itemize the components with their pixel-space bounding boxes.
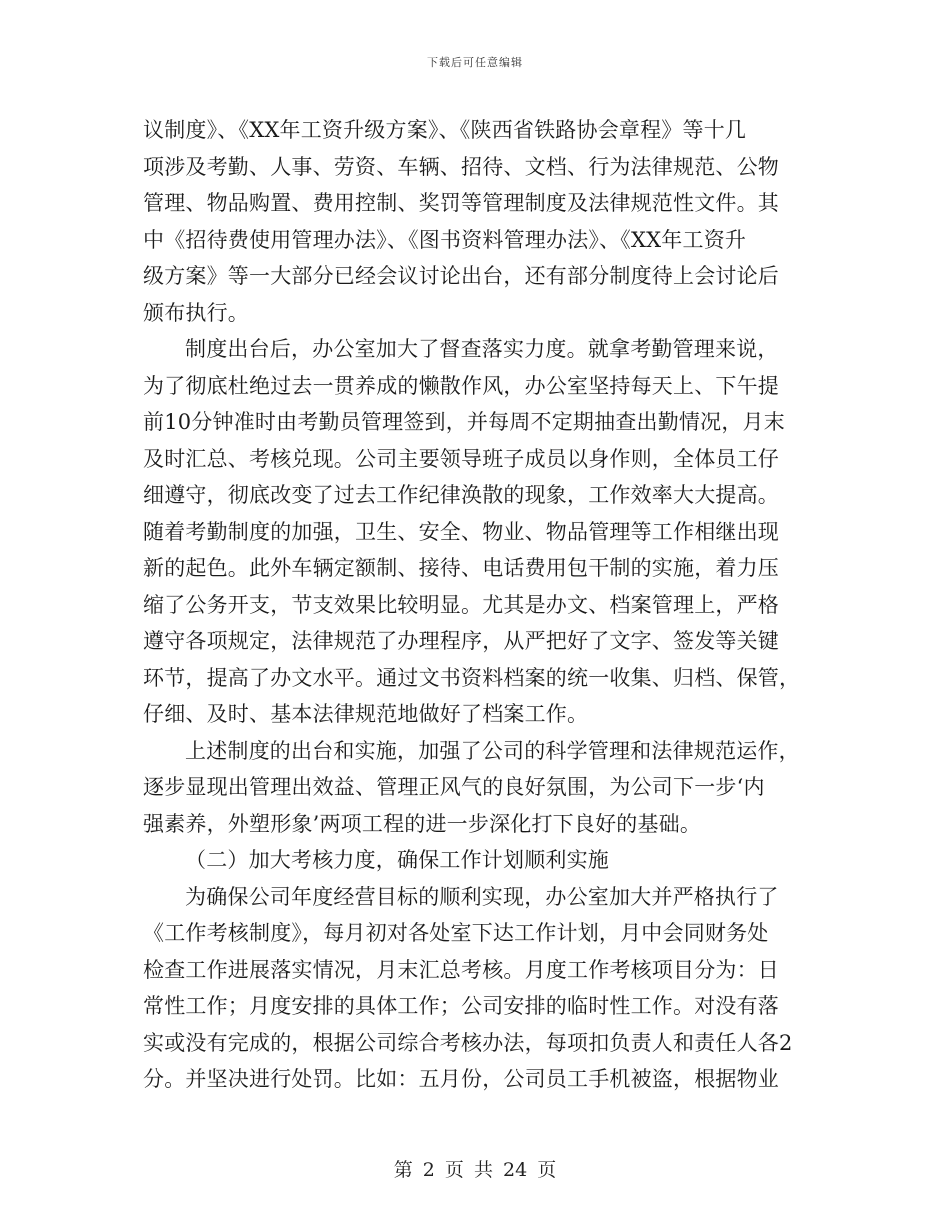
text-line: 为了彻底杜绝过去一贯养成的懒散作风，办公室坚持每天上、下午提 (143, 373, 779, 398)
text-line: 细遵守，彻底改变了过去工作纪律涣散的现象，工作效率大大提高。 (143, 483, 779, 507)
text-line: 新的起色。此外车辆定额制、接待、电话费用包干制的实施，着力压 (143, 556, 779, 580)
text-line: 颁布执行。 (143, 300, 249, 325)
paragraph-start-line: 为确保公司年度经营目标的顺利实现，办公室加大并严格执行了 (185, 884, 779, 909)
document-body (143, 112, 803, 1098)
text-line: 检查工作进展落实情况，月末汇总考核。月度工作考核项目分为：日 (143, 957, 779, 982)
text-line: 议制度》、《XX年工资升级方案》、《陕西省铁路协会章程》等十几 (143, 118, 747, 142)
text-line: 《工作考核制度》，每月初对各处室下达工作计划，月中会同财务处 (143, 921, 769, 945)
text-line: 遵守各项规定，法律规范了办理程序，从严把好了文字、签发等关键 (143, 629, 779, 653)
text-line: 管理、物品购置、费用控制、奖罚等管理制度及法律规范性文件。其 (143, 191, 779, 215)
text-line: 环节，提高了办文水平。通过文书资料档案的统一收集、归档、保管， (143, 665, 801, 690)
text-line: 缩了公务开支，节支效果比较明显。尤其是办文、档案管理上，严格 (143, 592, 779, 617)
text-line: 实或没有完成的，根据公司综合考核办法，每项扣负责人和责任人各2 (143, 1030, 793, 1055)
text-line: 前10分钟准时由考勤员管理签到，并每周不定期抽查出勤情况，月末 (143, 410, 785, 434)
text-line: 强素养，外塑形象’两项工程的进一步深化打下良好的基础。 (143, 811, 702, 836)
text-line: 仔细、及时、基本法律规范地做好了档案工作。 (143, 702, 589, 726)
text-line: 逐步显现出管理出效益、管理正风气的良好氛围，为公司下一步‘内 (143, 775, 765, 799)
text-line: 随着考勤制度的加强，卫生、安全、物业、物品管理等工作相继出现 (143, 519, 779, 544)
text-line: 及时汇总、考核兑现。公司主要领导班子成员以身作则，全体员工仔 (143, 446, 779, 471)
paragraph-start-line: 制度出台后，办公室加大了督查落实力度。就拿考勤管理来说， (185, 337, 779, 361)
header-note: 下载后可任意编辑 (427, 56, 523, 69)
section-heading: （二）加大考核力度，确保工作计划顺利实施 (185, 848, 609, 872)
text-line: 分。并坚决进行处罚。比如：五月份，公司员工手机被盗，根据物业 (143, 1067, 779, 1091)
page-footer: 第 2 页 共 24 页 (393, 1159, 557, 1181)
paragraph-start-line: 上述制度的出台和实施，加强了公司的科学管理和法律规范运作， (185, 738, 800, 763)
text-line: 中《招待费使用管理办法》、《图书资料管理办法》、《XX年工资升 (143, 227, 747, 252)
text-line: 项涉及考勤、人事、劳资、车辆、招待、文档、行为法律规范、公物 (143, 154, 779, 179)
text-line: 常性工作；月度安排的具体工作；公司安排的临时性工作。对没有落 (143, 994, 779, 1018)
text-line: 级方案》等一大部分已经会议讨论出台，还有部分制度待上会讨论后 (143, 264, 779, 288)
